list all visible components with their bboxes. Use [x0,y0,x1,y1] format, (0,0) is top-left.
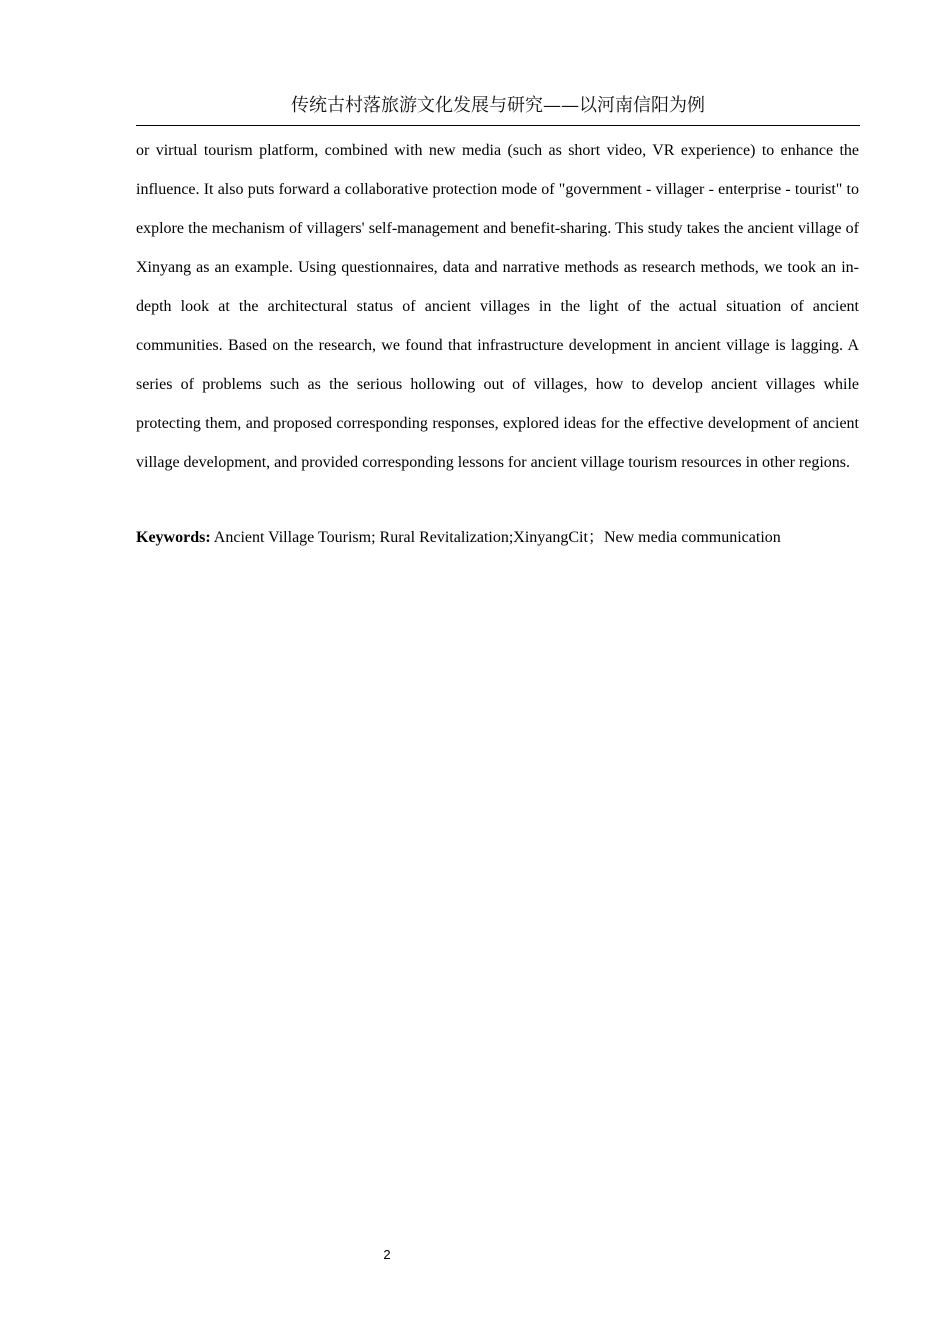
header-rule [136,125,860,126]
keywords-label: Keywords: [136,529,211,546]
page-number: 2 [383,1247,391,1262]
abstract-body: or virtual tourism platform, combined with new media (such as short video, VR experience) to enhance the influence. It also puts forward a collaborative protection mode of "government - villager - enterprise - tourist" to explore the mechanism of villagers' self-management and benefit-sharing. This study takes the ancient village of Xinyang as an example. Using questionnaires, data and narrative methods as research methods, we took an in-depth look at the architectural status of ancient villages in the light of the actual situation of ancient communities. Based on the research, we found that infrastructure development in ancient village is lagging. A series of problems such as the serious hollowing out of villages, how to develop ancient villages while protecting them, and proposed corresponding responses, explored ideas for the effective development of ancient village development, and provided corresponding lessons for ancient village tourism resources in other regions. [136,142,859,471]
keywords-value: Ancient Village Tourism; Rural Revitalization;XinyangCit；New media communication [213,529,781,546]
running-header: 传统古村落旅游文化发展与研究——以河南信阳为例 [291,95,705,116]
keywords-line [136,522,860,554]
